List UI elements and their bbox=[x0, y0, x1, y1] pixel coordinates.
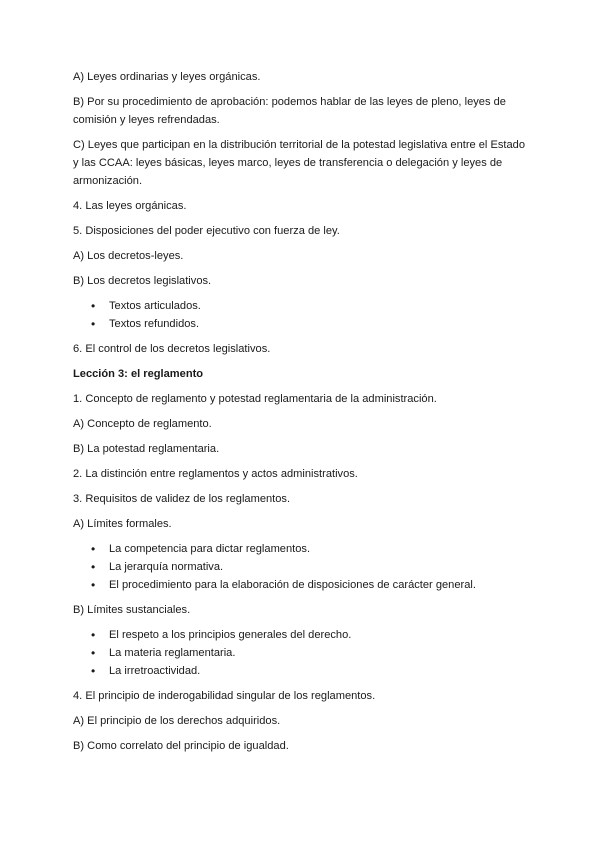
paragraph: A) Límites formales. bbox=[73, 518, 172, 530]
list-item: • Textos refundidos. bbox=[109, 315, 533, 333]
paragraph: B) Límites sustanciales. bbox=[73, 604, 191, 616]
paragraph: 1. Concepto de reglamento y potestad reglamentaria de la administración. bbox=[73, 393, 437, 405]
paragraph: 5. Disposiciones del poder ejecutivo con fuerza de ley. bbox=[73, 225, 340, 237]
bullet-list bbox=[73, 297, 533, 333]
paragraph: A) El principio de los derechos adquiridos. bbox=[73, 715, 281, 727]
paragraph: B) Por su procedimiento de aprobación: podemos hablar de las leyes de pleno, leyes de comisión y leyes refrendadas. bbox=[73, 96, 506, 126]
list-item: • La jerarquía normativa. bbox=[109, 558, 533, 576]
list-item: • Textos articulados. bbox=[109, 297, 533, 315]
list-item: • La irretroactividad. bbox=[109, 662, 533, 680]
paragraph: B) Como correlato del principio de igualdad. bbox=[73, 740, 289, 752]
paragraph: B) Los decretos legislativos. bbox=[73, 275, 212, 287]
paragraph: 4. El principio de inderogabilidad singular de los reglamentos. bbox=[73, 690, 376, 702]
paragraph: 4. Las leyes orgánicas. bbox=[73, 200, 187, 212]
paragraph: B) La potestad reglamentaria. bbox=[73, 443, 220, 455]
paragraph: A) Leyes ordinarias y leyes orgánicas. bbox=[73, 71, 261, 83]
paragraph: A) Los decretos-leyes. bbox=[73, 250, 184, 262]
section-heading: Lección 3: el reglamento bbox=[73, 368, 204, 380]
paragraph: A) Concepto de reglamento. bbox=[73, 418, 212, 430]
bullet-list bbox=[73, 626, 533, 680]
bullet-list bbox=[73, 540, 533, 594]
paragraph: 6. El control de los decretos legislativos. bbox=[73, 343, 271, 355]
paragraph: C) Leyes que participan en la distribución territorial de la potestad legislativa entre el Estado y las CCAA: leyes básicas, leyes marco, leyes de transferencia o delegación y leyes de armonización. bbox=[73, 139, 526, 187]
paragraph: 3. Requisitos de validez de los reglamentos. bbox=[73, 493, 291, 505]
list-item: • La materia reglamentaria. bbox=[109, 644, 533, 662]
list-item: • El procedimiento para la elaboración de disposiciones de carácter general. bbox=[109, 576, 533, 594]
list-item: • El respeto a los principios generales del derecho. bbox=[109, 626, 533, 644]
document-page bbox=[73, 68, 533, 762]
paragraph: 2. La distinción entre reglamentos y actos administrativos. bbox=[73, 468, 358, 480]
list-item: • La competencia para dictar reglamentos. bbox=[109, 540, 533, 558]
